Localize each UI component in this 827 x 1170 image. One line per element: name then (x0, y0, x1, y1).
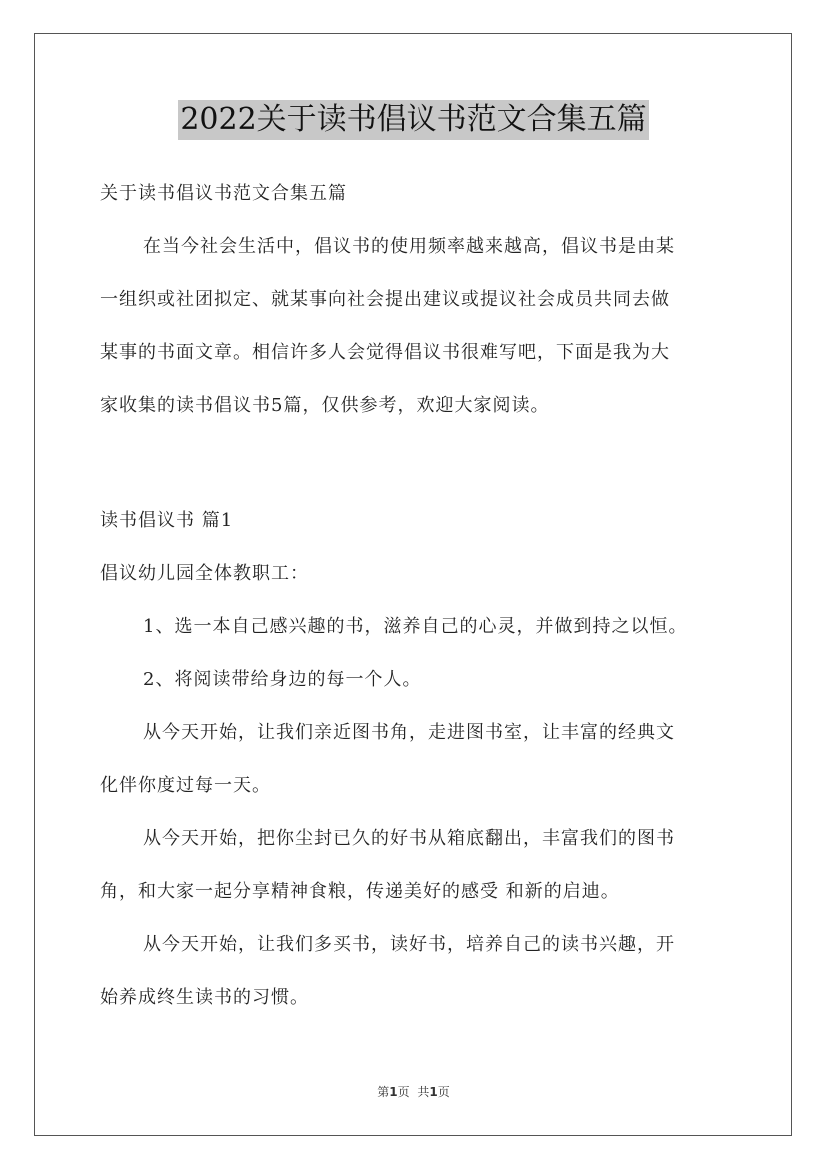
document-body (100, 167, 740, 432)
body-line: 角，和大家一起分享精神食粮，传递美好的感受 和新的启迪。 (100, 881, 620, 902)
page-footer (0, 1083, 827, 1100)
body-line: 1、选一本自己感兴趣的书，滋养自己的心灵，并做到持之以恒。 (143, 616, 688, 637)
body-line: 化伴你度过每一天。 (100, 775, 271, 796)
footer-page-suffix: 页 (397, 1085, 410, 1099)
footer-total-suffix: 页 (437, 1085, 450, 1099)
body-line: 始养成终生读书的习惯。 (100, 987, 309, 1008)
section-heading: 读书倡议书 篇1 (100, 510, 234, 531)
body-line: 从今天开始，让我们多买书，读好书，培养自己的读书兴趣，开 (143, 934, 675, 955)
body-line: 从今天开始，让我们亲近图书角，走进图书室，让丰富的经典文 (143, 722, 675, 743)
intro-line: 一组织或社团拟定、就某事向社会提出建议或提议社会成员共同去做 (100, 289, 670, 310)
footer-prefix: 第 (377, 1085, 390, 1099)
footer-total-pages: 1 (429, 1085, 438, 1099)
title-container (0, 100, 827, 140)
intro-line: 家收集的读书倡议书5篇，仅供参考，欢迎大家阅读。 (100, 395, 550, 416)
section-1 (100, 494, 740, 1024)
document-title: 2022关于读书倡议书范文合集五篇 (178, 100, 648, 140)
body-line: 从今天开始，把你尘封已久的好书从箱底翻出，丰富我们的图书 (143, 828, 675, 849)
document-subtitle: 关于读书倡议书范文合集五篇 (100, 183, 347, 204)
intro-line: 在当今社会生活中，倡议书的使用频率越来越高，倡议书是由某 (143, 236, 675, 257)
intro-line: 某事的书面文章。相信许多人会觉得倡议书很难写吧，下面是我为大 (100, 342, 670, 363)
footer-page-number: 1 (389, 1085, 398, 1099)
footer-total-prefix: 共 (417, 1085, 430, 1099)
body-line: 2、将阅读带给身边的每一个人。 (143, 669, 422, 690)
salutation: 倡议幼儿园全体教职工： (100, 563, 309, 584)
